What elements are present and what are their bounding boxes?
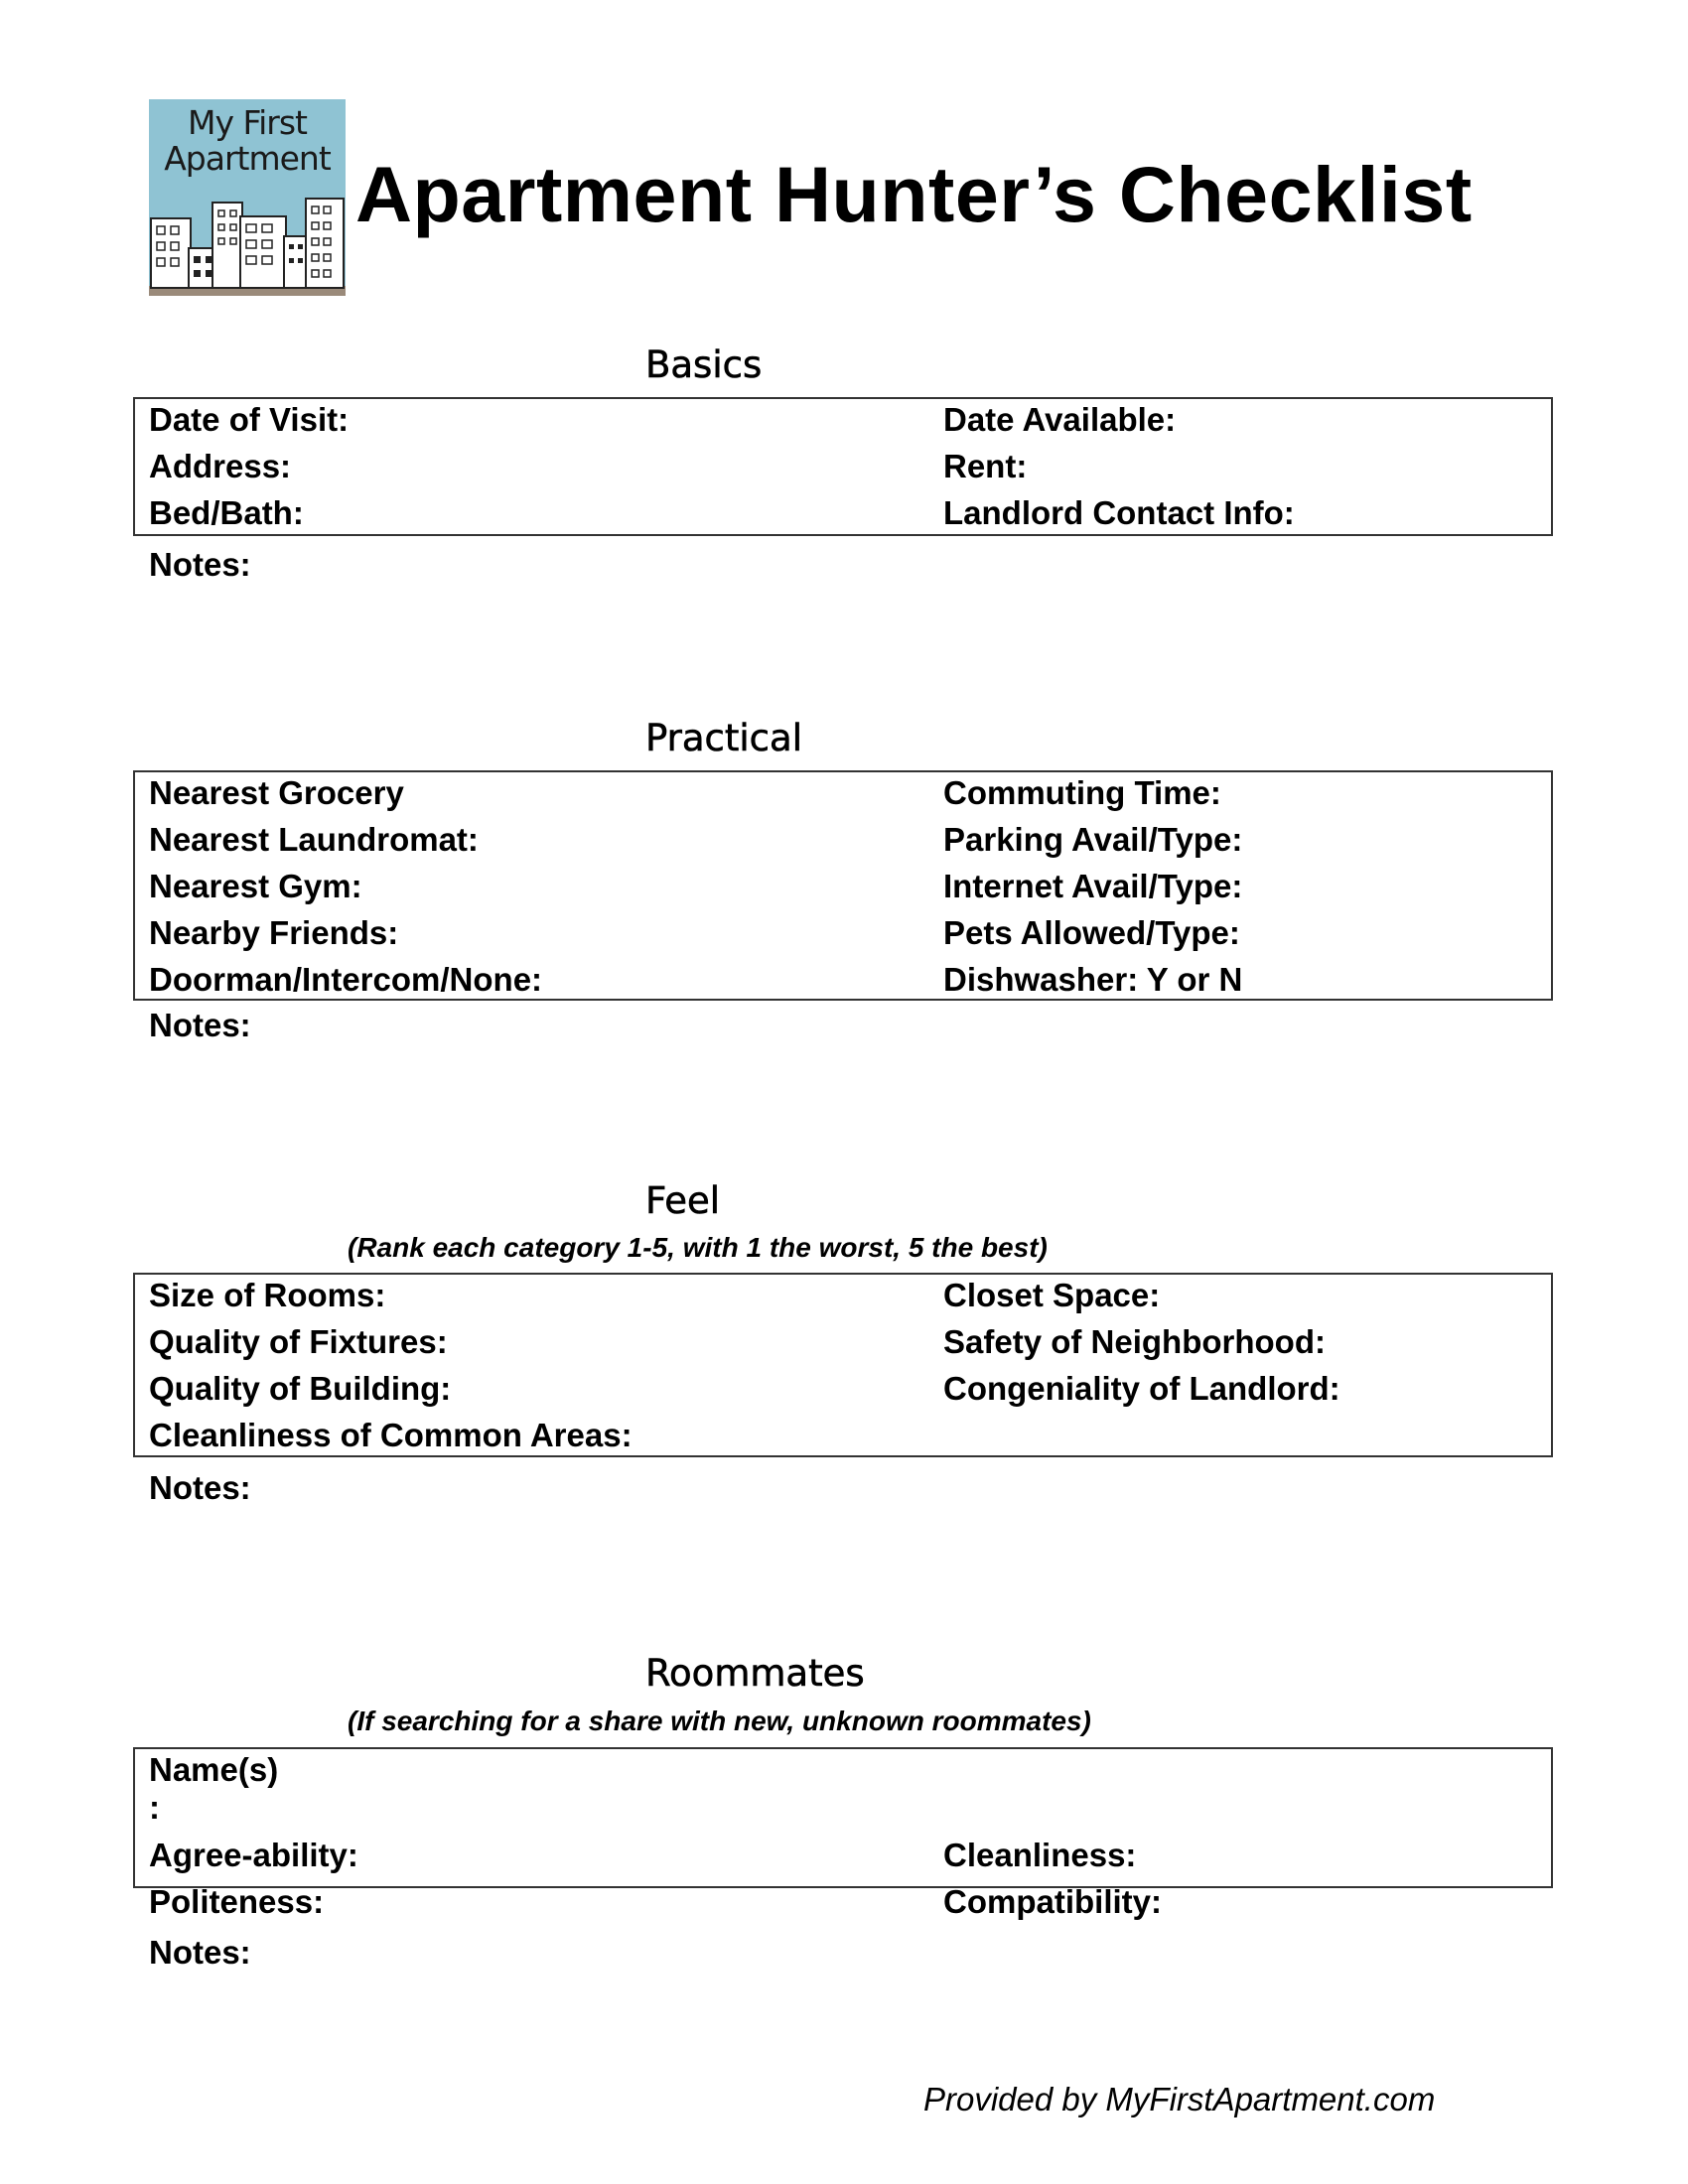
field-pets: Pets Allowed/Type: [943,914,1240,951]
field-doorman: Doorman/Intercom/None: [149,961,543,998]
basics-notes-label: Notes: [149,546,251,583]
field-agree-ability: Agree-ability: [149,1837,358,1873]
field-date-of-visit: Date of Visit: [149,401,350,438]
field-safety: Safety of Neighborhood: [943,1323,1326,1360]
field-cleanliness-common: Cleanliness of Common Areas: [149,1417,633,1453]
field-names: Name(s) [149,1751,279,1788]
feel-subtitle: (Rank each category 1-5, with 1 the worst, 5 the best) [348,1232,1048,1263]
footer-credit: Provided by MyFirstApartment.com [923,2081,1436,2117]
section-title-basics: Basics [645,343,763,386]
page-title: Apartment Hunter’s Checklist [355,150,1473,238]
field-cleanliness: Cleanliness: [943,1837,1137,1873]
field-nearest-laundromat: Nearest Laundromat: [149,821,479,858]
field-parking: Parking Avail/Type: [943,821,1243,858]
field-commuting-time: Commuting Time: [943,774,1221,811]
logo [149,99,346,296]
field-names-colon: : [149,1789,160,1826]
field-nearest-gym: Nearest Gym: [149,868,362,904]
field-address: Address: [149,448,292,484]
field-internet: Internet Avail/Type: [943,868,1243,904]
section-title-feel: Feel [645,1179,721,1222]
section-title-practical: Practical [645,717,802,759]
feel-notes-label: Notes: [149,1469,251,1506]
field-politeness: Politeness: [149,1883,325,1920]
field-congeniality: Congeniality of Landlord: [943,1370,1340,1407]
logo-text [149,105,346,177]
field-dishwasher: Dishwasher: Y or N [943,961,1243,998]
field-size-of-rooms: Size of Rooms: [149,1277,386,1313]
field-nearby-friends: Nearby Friends: [149,914,399,951]
roommates-subtitle: (If searching for a share with new, unknown roommates) [348,1706,1091,1736]
roommates-notes-label: Notes: [149,1934,251,1971]
field-closet-space: Closet Space: [943,1277,1161,1313]
field-rent: Rent: [943,448,1028,484]
field-quality-of-building: Quality of Building: [149,1370,452,1407]
field-quality-of-fixtures: Quality of Fixtures: [149,1323,448,1360]
section-title-roommates: Roommates [645,1652,865,1695]
field-bed-bath: Bed/Bath: [149,494,304,531]
field-nearest-grocery: Nearest Grocery [149,774,404,811]
field-compatibility: Compatibility: [943,1883,1162,1920]
field-landlord-contact: Landlord Contact Info: [943,494,1295,531]
practical-notes-label: Notes: [149,1007,251,1043]
logo-line-1: My First [188,103,307,142]
logo-line-2: Apartment [164,139,331,178]
field-date-available: Date Available: [943,401,1177,438]
